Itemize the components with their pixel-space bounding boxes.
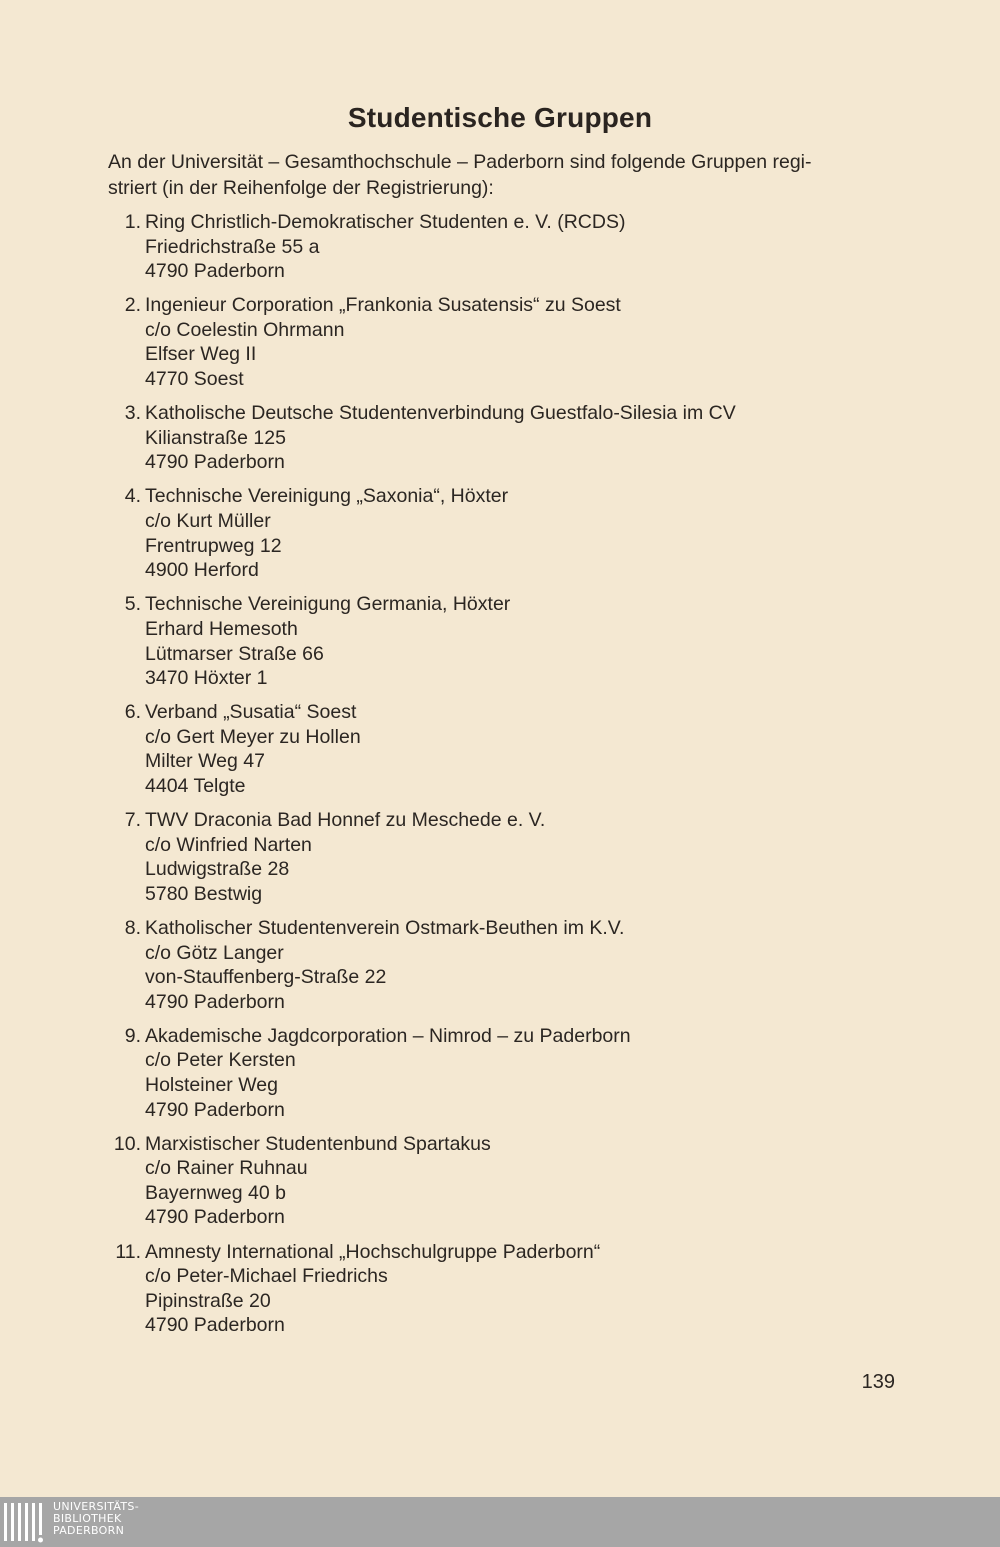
library-logo-icon bbox=[4, 1501, 48, 1543]
entry-group-name: Ring Christlich-Demokratischer Studenten e. V. (RCDS) bbox=[145, 211, 626, 233]
entry-address bbox=[145, 293, 908, 391]
group-entry bbox=[108, 401, 908, 475]
entry-address bbox=[145, 1024, 908, 1122]
page-title: Studentische Gruppen bbox=[347, 102, 653, 133]
entry-group-name: Verband „Susatia“ Soest bbox=[145, 701, 357, 724]
entry-number: 4. bbox=[124, 485, 141, 508]
entry-number: 7. bbox=[124, 809, 141, 832]
entry-address-line: c/o Götz Langer bbox=[145, 941, 284, 964]
entry-number: 6. bbox=[124, 701, 141, 724]
entry-address bbox=[145, 401, 908, 475]
entry-address bbox=[145, 916, 908, 1014]
library-name-line: PADERBORN bbox=[53, 1524, 125, 1537]
entry-address-line: 4790 Paderborn bbox=[145, 451, 285, 474]
entry-address-line: 4790 Paderborn bbox=[145, 1314, 285, 1337]
entry-address-line: c/o Coelestin Ohrmann bbox=[145, 318, 345, 341]
entry-number: 5. bbox=[124, 593, 141, 616]
entry-number: 8. bbox=[124, 916, 141, 939]
entry-address-line: Kilianstraße 125 bbox=[145, 426, 286, 449]
entry-group-name: Ingenieur Corporation „Frankonia Susatensis“ zu Soest bbox=[145, 294, 621, 317]
entry-address-line: c/o Kurt Müller bbox=[145, 510, 271, 533]
intro-line: striert (in der Reihenfolge der Registrierung): bbox=[108, 177, 494, 199]
page-number: 139 bbox=[861, 1371, 895, 1393]
group-entry bbox=[108, 808, 908, 906]
group-entry bbox=[108, 916, 908, 1014]
library-name-line: BIBLIOTHEK bbox=[53, 1512, 122, 1525]
entry-number: 2. bbox=[124, 294, 141, 317]
entry-address-line: Holsteiner Weg bbox=[145, 1074, 278, 1096]
entry-address-line: 3470 Höxter 1 bbox=[145, 667, 268, 690]
intro-paragraph bbox=[108, 149, 898, 201]
entry-address-line: c/o Gert Meyer zu Hollen bbox=[145, 725, 361, 748]
entry-group-name: Amnesty International „Hochschulgruppe Paderborn“ bbox=[145, 1240, 601, 1263]
group-entry bbox=[108, 293, 908, 391]
entry-group-name: Katholischer Studentenverein Ostmark-Beuthen im K.V. bbox=[145, 916, 625, 939]
entry-group-name: Technische Vereinigung Germania, Höxter bbox=[145, 593, 511, 616]
entry-group-name: TWV Draconia Bad Honnef zu Meschede e. V. bbox=[145, 809, 546, 832]
entry-group-name: Akademische Jagdcorporation – Nimrod – zu Paderborn bbox=[145, 1024, 631, 1047]
entry-address-line: 4404 Telgte bbox=[145, 774, 246, 797]
entry-group-name: Technische Vereinigung „Saxonia“, Höxter bbox=[145, 485, 509, 508]
entry-address-line: Pipinstraße 20 bbox=[145, 1289, 271, 1312]
library-name bbox=[53, 1501, 139, 1537]
group-entry bbox=[108, 1132, 908, 1230]
group-entry bbox=[108, 484, 908, 582]
entry-address-line: 4900 Herford bbox=[145, 559, 259, 582]
entry-number: 10. bbox=[113, 1132, 141, 1155]
group-entry bbox=[108, 1024, 908, 1122]
library-name-line: UNIVERSITÄTS- bbox=[53, 1500, 139, 1513]
group-list bbox=[108, 210, 908, 1347]
entry-address bbox=[145, 1132, 908, 1230]
entry-number: 1. bbox=[124, 211, 141, 233]
entry-address bbox=[145, 1240, 908, 1338]
entry-group-name: Katholische Deutsche Studentenverbindung Guestfalo-Silesia im CV bbox=[145, 402, 736, 425]
group-entry bbox=[108, 700, 908, 798]
entry-address-line: 4790 Paderborn bbox=[145, 990, 285, 1013]
entry-number: 3. bbox=[124, 402, 141, 425]
entry-address-line: c/o Winfried Narten bbox=[145, 833, 312, 856]
entry-address-line: Lütmarser Straße 66 bbox=[145, 642, 324, 665]
entry-address-line: Ludwigstraße 28 bbox=[145, 858, 290, 881]
entry-address bbox=[145, 484, 908, 582]
entry-address-line: Friedrichstraße 55 a bbox=[145, 235, 320, 258]
entry-address-line: c/o Rainer Ruhnau bbox=[145, 1157, 308, 1180]
entry-address-line: c/o Peter Kersten bbox=[145, 1049, 296, 1072]
entry-address-line: 4790 Paderborn bbox=[145, 260, 285, 283]
entry-group-name: Marxistischer Studentenbund Spartakus bbox=[145, 1132, 491, 1155]
group-entry bbox=[108, 210, 908, 284]
entry-number: 9. bbox=[124, 1024, 141, 1047]
group-entry bbox=[108, 592, 908, 690]
group-entry bbox=[108, 1240, 908, 1338]
intro-line: An der Universität – Gesamthochschule – Paderborn sind folgende Gruppen regi- bbox=[108, 151, 812, 173]
entry-address-line: Frentrupweg 12 bbox=[145, 534, 282, 557]
entry-address-line: 4770 Soest bbox=[145, 368, 244, 391]
entry-address-line: Elfser Weg II bbox=[145, 343, 257, 366]
library-footer-bar bbox=[0, 1497, 1000, 1547]
entry-address-line: Milter Weg 47 bbox=[145, 750, 265, 773]
entry-address bbox=[145, 210, 908, 284]
entry-address-line: 4790 Paderborn bbox=[145, 1098, 285, 1121]
entry-address-line: Erhard Hemesoth bbox=[145, 617, 298, 640]
entry-address-line: Bayernweg 40 b bbox=[145, 1181, 286, 1204]
entry-address-line: c/o Peter-Michael Friedrichs bbox=[145, 1265, 388, 1288]
entry-address bbox=[145, 700, 908, 798]
entry-address-line: von-Stauffenberg-Straße 22 bbox=[145, 966, 387, 989]
entry-address-line: 5780 Bestwig bbox=[145, 882, 263, 905]
entry-address-line: 4790 Paderborn bbox=[145, 1206, 285, 1229]
entry-address bbox=[145, 592, 908, 690]
entry-address bbox=[145, 808, 908, 906]
entry-number: 11. bbox=[115, 1240, 141, 1263]
